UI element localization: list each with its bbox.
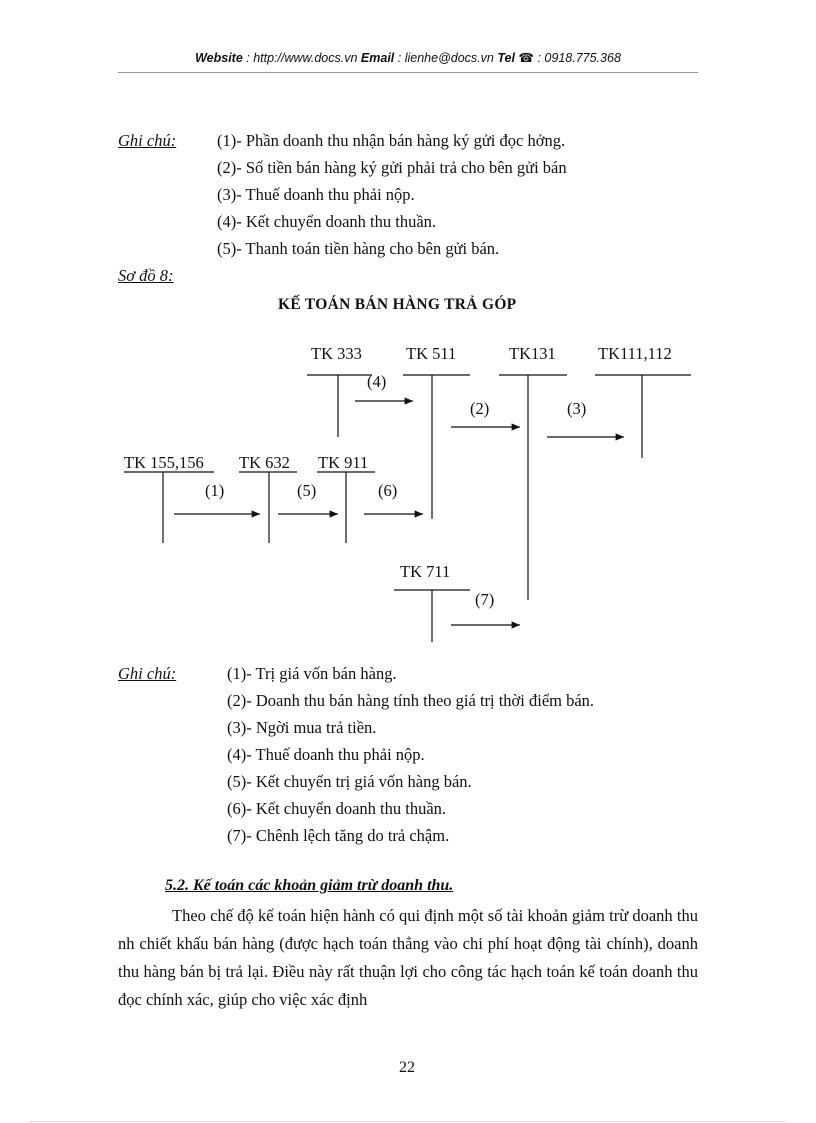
flow-label-6: (6) — [378, 481, 398, 500]
flow-label-1: (1) — [205, 481, 225, 500]
notes1-item-3: (3)- Thuế doanh thu phải nộp. — [217, 185, 415, 204]
tk911-label: TK 911 — [318, 453, 369, 472]
tk711-label: TK 711 — [400, 562, 451, 581]
notes1-item-5: (5)- Thanh toán tiền hàng cho bên gửi bán. — [217, 239, 500, 258]
website-value: : http://www.docs.vn — [246, 51, 358, 65]
phone-icon: ☎ — [518, 51, 534, 65]
tk632-label: TK 632 — [239, 453, 290, 472]
section-heading: 5.2. Kế toán các khoản giảm trừ doanh thu. — [165, 877, 454, 894]
flow-label-4: (4) — [367, 372, 387, 391]
notes2-item-6: (6)- Kết chuyển doanh thu thuần. — [227, 799, 447, 818]
tel-label: Tel — [497, 51, 515, 65]
notes2-item-3: (3)- Ngời mua trả tiền. — [227, 718, 377, 737]
tel-value: : 0918.775.368 — [537, 51, 621, 65]
diagram-title: KẾ TOÁN BÁN HÀNG TRẢ GÓP — [278, 296, 517, 313]
website-label: Website — [195, 51, 243, 65]
flow-label-3: (3) — [567, 399, 587, 418]
notes2-item-7: (7)- Chênh lệch tăng do trả chậm. — [227, 826, 450, 845]
notes2-item-2: (2)- Doanh thu bán hàng tính theo giá trị thời điểm bán. — [227, 691, 595, 710]
diagram-label: Sơ đồ 8: — [118, 266, 174, 285]
tk333-label: TK 333 — [311, 344, 362, 363]
tk155-label: TK 155,156 — [124, 453, 204, 472]
notes2-item-5: (5)- Kết chuyển trị giá vốn hàng bán. — [227, 772, 472, 791]
notes1-label: Ghi chú: — [118, 131, 177, 150]
email-value: : lienhe@docs.vn — [397, 51, 494, 65]
page-number: 22 — [399, 1059, 415, 1076]
bottom-divider — [30, 1121, 786, 1122]
tk511-label: TK 511 — [406, 344, 457, 363]
notes1-item-1: (1)- Phần doanh thu nhận bán hàng ký gửi đọc hởng. — [217, 131, 566, 150]
flow-label-2: (2) — [470, 399, 490, 418]
tk111-label: TK111,112 — [598, 344, 672, 363]
flow-label-7: (7) — [475, 590, 495, 609]
flow-label-5: (5) — [297, 481, 317, 500]
notes1-item-4: (4)- Kết chuyển doanh thu thuần. — [217, 212, 437, 231]
notes2-label: Ghi chú: — [118, 664, 177, 683]
email-label: Email — [360, 51, 395, 65]
section-paragraph: Theo chế độ kế toán hiện hành có qui định một số tài khoản giảm trừ doanh thu nh chiết khấu bán hàng (được hạch toán thẳng vào chi phí hoạt động tài chính), doanh thu hàng bán bị trả lại. Điều này rất thuận lợi cho công tác hạch toán kế toán doanh thu đọc chính xác, giúp cho việc xác định — [118, 906, 698, 1009]
notes2-item-4: (4)- Thuế doanh thu phải nộp. — [227, 745, 425, 764]
tk131-label: TK131 — [509, 344, 556, 363]
notes2-item-1: (1)- Trị giá vốn bán hàng. — [227, 664, 397, 683]
notes1-item-2: (2)- Số tiền bán hàng ký gửi phải trả cho bên gửi bán — [217, 158, 567, 177]
